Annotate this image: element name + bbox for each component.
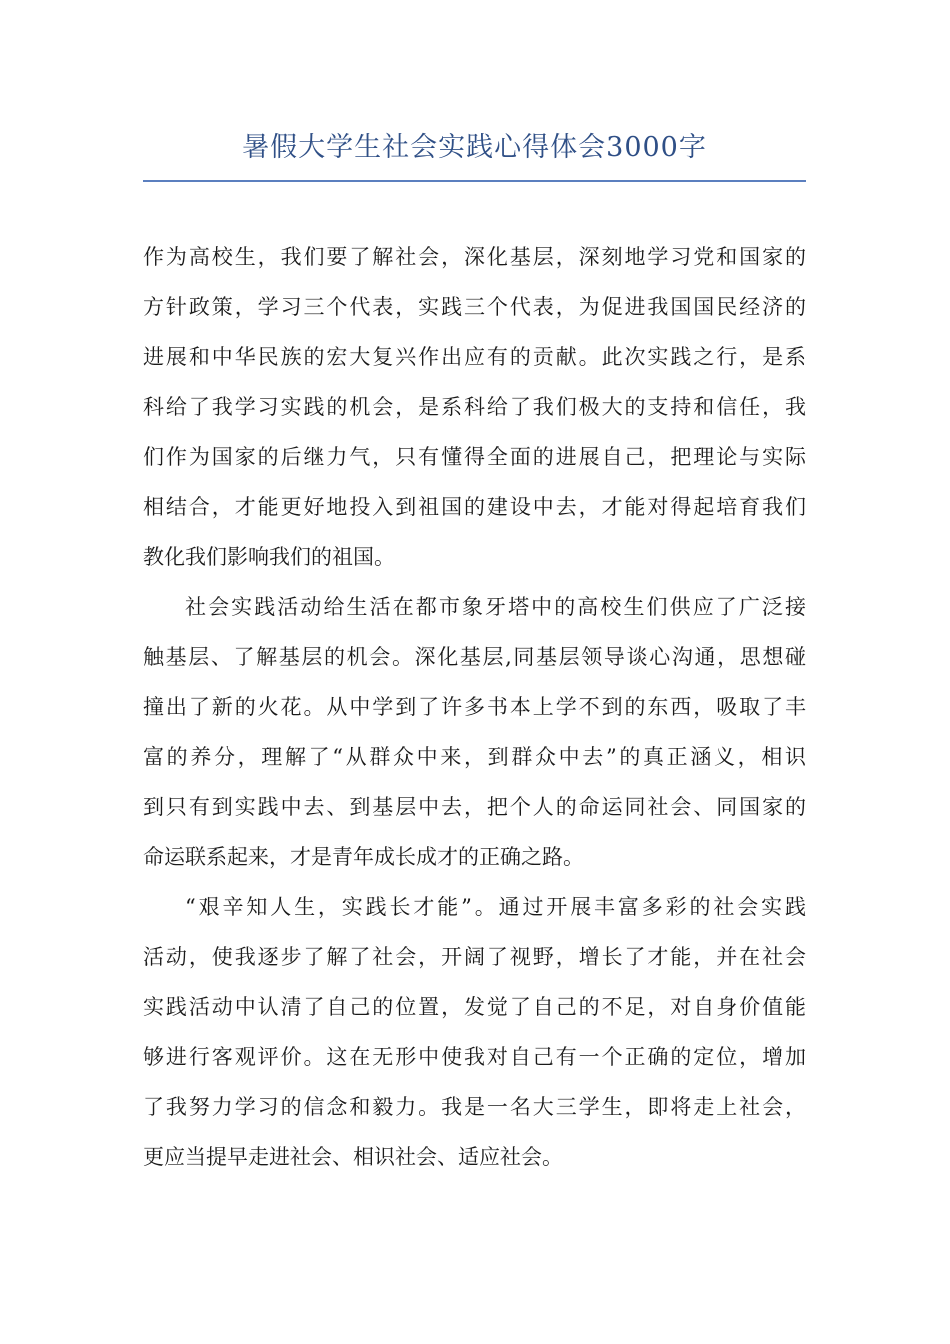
paragraph-line: 到只有到实践中去、到基层中去，把个人的命运同社会、同国家的 — [143, 795, 806, 819]
paragraph-line: 撞出了新的火花。从中学到了许多书本上学不到的东西，吸取了丰 — [143, 695, 806, 719]
paragraph-line: 教化我们影响我们的祖国。 — [143, 545, 395, 569]
paragraph-1 — [143, 232, 806, 582]
paragraph-line: 命运联系起来，才是青年成长成才的正确之路。 — [143, 845, 584, 869]
paragraph-line: 们作为国家的后继力气，只有懂得全面的进展自己，把理论与实际 — [143, 445, 806, 469]
document-title: 暑假大学生社会实践心得体会3000字 — [242, 132, 707, 163]
paragraph-line: 相结合，才能更好地投入到祖国的建设中去，才能对得起培育我们 — [143, 495, 806, 519]
paragraph-line: 富的养分，理解了“从群众中来，到群众中去”的真正涵义，相识 — [143, 745, 806, 769]
paragraph-line: 社会实践活动给生活在都市象牙塔中的高校生们供应了广泛接 — [185, 595, 806, 619]
paragraph-line: 活动，使我逐步了解了社会，开阔了视野，增长了才能，并在社会 — [143, 945, 806, 969]
document-body — [143, 232, 806, 1182]
paragraph-3 — [143, 882, 806, 1182]
paragraph-line: 进展和中华民族的宏大复兴作出应有的贡献。此次实践之行，是系 — [143, 345, 806, 369]
paragraph-line: 实践活动中认清了自己的位置，发觉了自己的不足，对自身价值能 — [143, 995, 806, 1019]
paragraph-line: “艰辛知人生，实践长才能”。通过开展丰富多彩的社会实践 — [185, 895, 806, 919]
paragraph-line: 了我努力学习的信念和毅力。我是一名大三学生，即将走上社会， — [143, 1095, 806, 1119]
paragraph-line: 更应当提早走进社会、相识社会、适应社会。 — [143, 1145, 563, 1169]
paragraph-2 — [143, 582, 806, 882]
paragraph-line: 作为高校生，我们要了解社会，深化基层，深刻地学习党和国家的 — [143, 245, 806, 269]
paragraph-line: 够进行客观评价。这在无形中使我对自己有一个正确的定位，增加 — [143, 1045, 806, 1069]
paragraph-line: 触基层、了解基层的机会。深化基层,同基层领导谈心沟通，思想碰 — [143, 645, 806, 669]
title-underline — [143, 180, 806, 182]
paragraph-line: 科给了我学习实践的机会，是系科给了我们极大的支持和信任，我 — [143, 395, 806, 419]
paragraph-line: 方针政策，学习三个代表，实践三个代表，为促进我国国民经济的 — [143, 295, 806, 319]
